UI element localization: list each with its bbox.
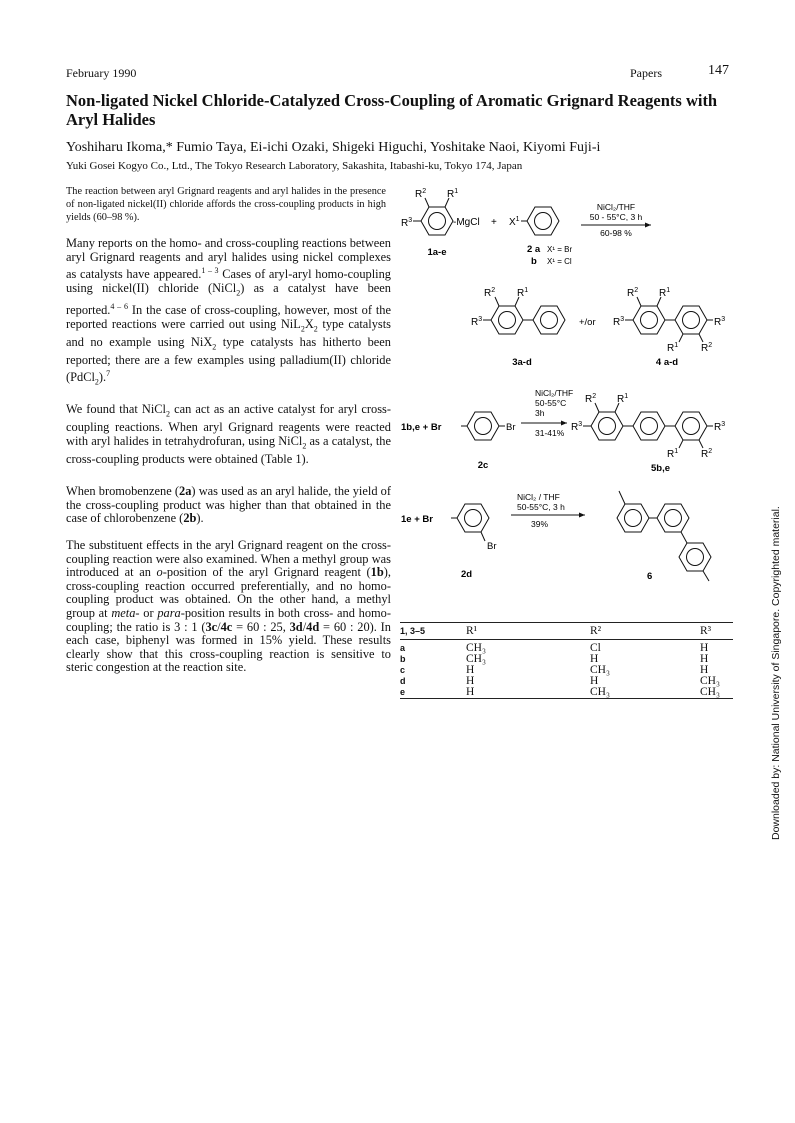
compound-label: 4 a-d — [655, 357, 679, 368]
table-cell: H — [466, 675, 475, 687]
abstract: The reaction between aryl Grignard reagents and aryl halides in the presence of non-ligated nickel(II) chloride affords the cross-coupling products in high yields (60–98 %). — [66, 186, 386, 223]
compound-label: 6 — [647, 571, 653, 582]
reaction-scheme — [395, 185, 740, 615]
label-r3: $R^3$ — [471, 316, 483, 328]
benzene-ring — [657, 504, 689, 532]
label-r3: $R^3$ — [714, 421, 726, 433]
benzene-ring — [467, 412, 499, 440]
table-header: R¹ — [458, 623, 556, 640]
reactant-text: 1e + Br — [401, 514, 433, 525]
label-r2: $R^2$ — [484, 287, 496, 299]
label-r2: $R^2$ — [701, 342, 713, 354]
body-paragraph-3: When bromobenzene (2a) was used as an aryl halide, the yield of the cross-coupling product was higher than that obtained in the case of chlorobenzene (2b). — [66, 484, 392, 526]
reaction-2 — [471, 287, 725, 368]
table-row — [400, 654, 733, 665]
condition-text: NiCl₂ / THF — [517, 492, 560, 502]
label-r3: $R^3$ — [571, 421, 583, 433]
benzene-ring — [421, 207, 453, 235]
page-number: 147 — [708, 63, 729, 78]
table-cell: e — [400, 687, 406, 697]
table-cell: CH₃ — [590, 664, 610, 676]
reactant-text: 1b,e + Br — [401, 422, 442, 433]
benzene-ring — [457, 504, 489, 532]
yield-text: 31-41% — [535, 428, 565, 438]
reaction-3 — [401, 388, 725, 474]
benzene-ring — [533, 306, 565, 334]
body-paragraph-4: The substituent effects in the aryl Grignard reagent on the cross-coupling reaction were also examined. When a methyl group was introduced at an o-position of the aryl Grignard reagent (1b), cross-coupling reaction occurred preferentially, and no homo-coupling product was obtained. On the other hand, a methyl group at meta- or para-position results in both cross- and homo-coupling; the ratio is 3 : 1 (3c/4c = 60 : 25, 3d/4d = 60 : 20). In each case, biphenyl was formed in 15% yield. These results clearly show that this cross-coupling reaction is sensitive to steric congestion at the reaction site. — [66, 538, 391, 675]
label-r1: $R^1$ — [667, 342, 679, 354]
plus-sign: + — [491, 217, 497, 228]
benzene-ring — [675, 412, 707, 440]
body-paragraph-2: We found that NiCl$_2$ can act as an active catalyst for aryl cross-coupling reactions. When aryl Grignard reagents were reacted with aryl halides in tetrahydrofuran, using NiCl$_2$ as a catalyst, the cross-coupling products were obtained (Table 1). — [66, 402, 391, 466]
table-cell: Cl — [590, 642, 601, 654]
or-text: +/or — [579, 317, 596, 328]
benzene-ring — [527, 207, 559, 235]
br-label: Br — [487, 541, 497, 552]
table-cell: H — [466, 686, 475, 698]
table-row — [400, 640, 733, 655]
label-r3: $R^3$ — [613, 316, 625, 328]
table-cell: H — [700, 664, 709, 676]
label-r3: $R^3$ — [401, 217, 413, 229]
table-cell: CH₃ — [466, 642, 486, 654]
table-cell: H — [590, 653, 599, 665]
condition-text: NiCl₂/THF — [596, 202, 636, 212]
label-r1: $R^1$ — [617, 393, 629, 405]
table-cell: H — [590, 675, 599, 687]
benzene-ring — [675, 306, 707, 334]
table-cell: CH₃ — [590, 686, 610, 698]
affiliation: Yuki Gosei Kogyo Co., Ltd., The Tokyo Research Laboratory, Sakashita, Itabashi-ku, Tokyo 174, Japan — [66, 160, 523, 172]
table-cell: a — [400, 643, 406, 653]
table-cell: c — [400, 665, 406, 675]
download-watermark: Downloaded by: National University of Singapore. Copyrighted material. — [770, 506, 782, 840]
yield-text: 39% — [531, 519, 549, 529]
compound-label: b — [531, 256, 537, 267]
br-label: Br — [506, 422, 516, 433]
condition-text: NiCl₂/THF — [535, 388, 574, 398]
label-r1: $R^1$ — [447, 188, 459, 200]
body-paragraph-1: Many reports on the homo- and cross-coupling reactions between aryl Grignard reagents and aryl halides using nickel complexes as catalysts have appeared.$^{1 - 3}$ Cases of aryl-aryl homo-coupling using nickel(II) chloride (NiCl$_2$) as a catalyst have been reported.$^{4 - 6}$ In the case of cross-coupling, however, most of the reported reactions were carried out using $NiL_2X_2$ type catalysts and no example using NiX$_2$ type catalysts has hitherto been reported; there are a few examples using palladium(II) chloride (PdCl$_2$).$^7$ — [66, 236, 392, 387]
compound-label: 2 a — [527, 244, 541, 255]
table-header-row — [400, 623, 733, 640]
reaction-1 — [401, 188, 651, 267]
condition-text: 3h — [535, 408, 545, 418]
header-date: February 1990 — [66, 66, 137, 80]
benzene-ring — [617, 504, 649, 532]
label-x1: $X^1$ — [509, 216, 520, 228]
benzene-ring — [633, 412, 665, 440]
compound-label: 2d — [461, 569, 473, 580]
substituent-text: X¹ = Cl — [547, 257, 572, 266]
benzene-ring — [679, 543, 711, 571]
paper-title: Non-ligated Nickel Chloride-Catalyzed Cross-Coupling of Aromatic Grignard Reagents with Aryl Halides — [66, 91, 718, 129]
compound-label: 2c — [477, 460, 489, 471]
table-cell: H — [700, 642, 709, 654]
yield-text: 60-98 % — [600, 228, 632, 238]
label-r2: $R^2$ — [585, 393, 597, 405]
table-cell: d — [400, 676, 406, 686]
table-cell: CH₃ — [700, 675, 720, 687]
header-section: Papers — [630, 66, 662, 80]
substituent-table — [400, 622, 733, 699]
table-header: R³ — [700, 623, 733, 640]
compound-label: 5b,e — [651, 463, 671, 474]
condition-text: 50-55°C, 3 h — [517, 502, 565, 512]
benzene-ring — [633, 306, 665, 334]
table-header: 1, 3–5 — [400, 623, 458, 640]
table-cell: H — [700, 653, 709, 665]
label-r1: $R^1$ — [517, 287, 529, 299]
label-r1: $R^1$ — [659, 287, 671, 299]
substituent-text: X¹ = Br — [547, 245, 573, 254]
mgcl-label: -MgCl — [453, 217, 480, 228]
label-r1: $R^1$ — [667, 448, 679, 460]
table-row — [400, 676, 733, 687]
reaction-4 — [401, 491, 711, 582]
condition-text: 50 - 55°C, 3 h — [589, 212, 643, 222]
condition-text: 50-55°C — [535, 398, 567, 408]
label-r2: $R^2$ — [701, 448, 713, 460]
table-row — [400, 687, 733, 699]
benzene-ring — [491, 306, 523, 334]
label-r3: $R^3$ — [714, 316, 726, 328]
label-r2: $R^2$ — [627, 287, 639, 299]
compound-label: 3a-d — [512, 357, 532, 368]
table-row — [400, 665, 733, 676]
table-cell: CH₃ — [466, 653, 486, 665]
authors: Yoshiharu Ikoma,* Fumio Taya, Ei-ichi Ozaki, Shigeki Higuchi, Yoshitake Naoi, Kiyomi Fuji-i — [66, 140, 601, 155]
table-cell: H — [466, 664, 475, 676]
table-header: R² — [556, 623, 700, 640]
benzene-ring — [591, 412, 623, 440]
table-cell: b — [400, 654, 406, 664]
label-r2: $R^2$ — [415, 188, 427, 200]
table-cell: CH₃ — [700, 686, 720, 698]
compound-label: 1a-e — [427, 247, 447, 258]
